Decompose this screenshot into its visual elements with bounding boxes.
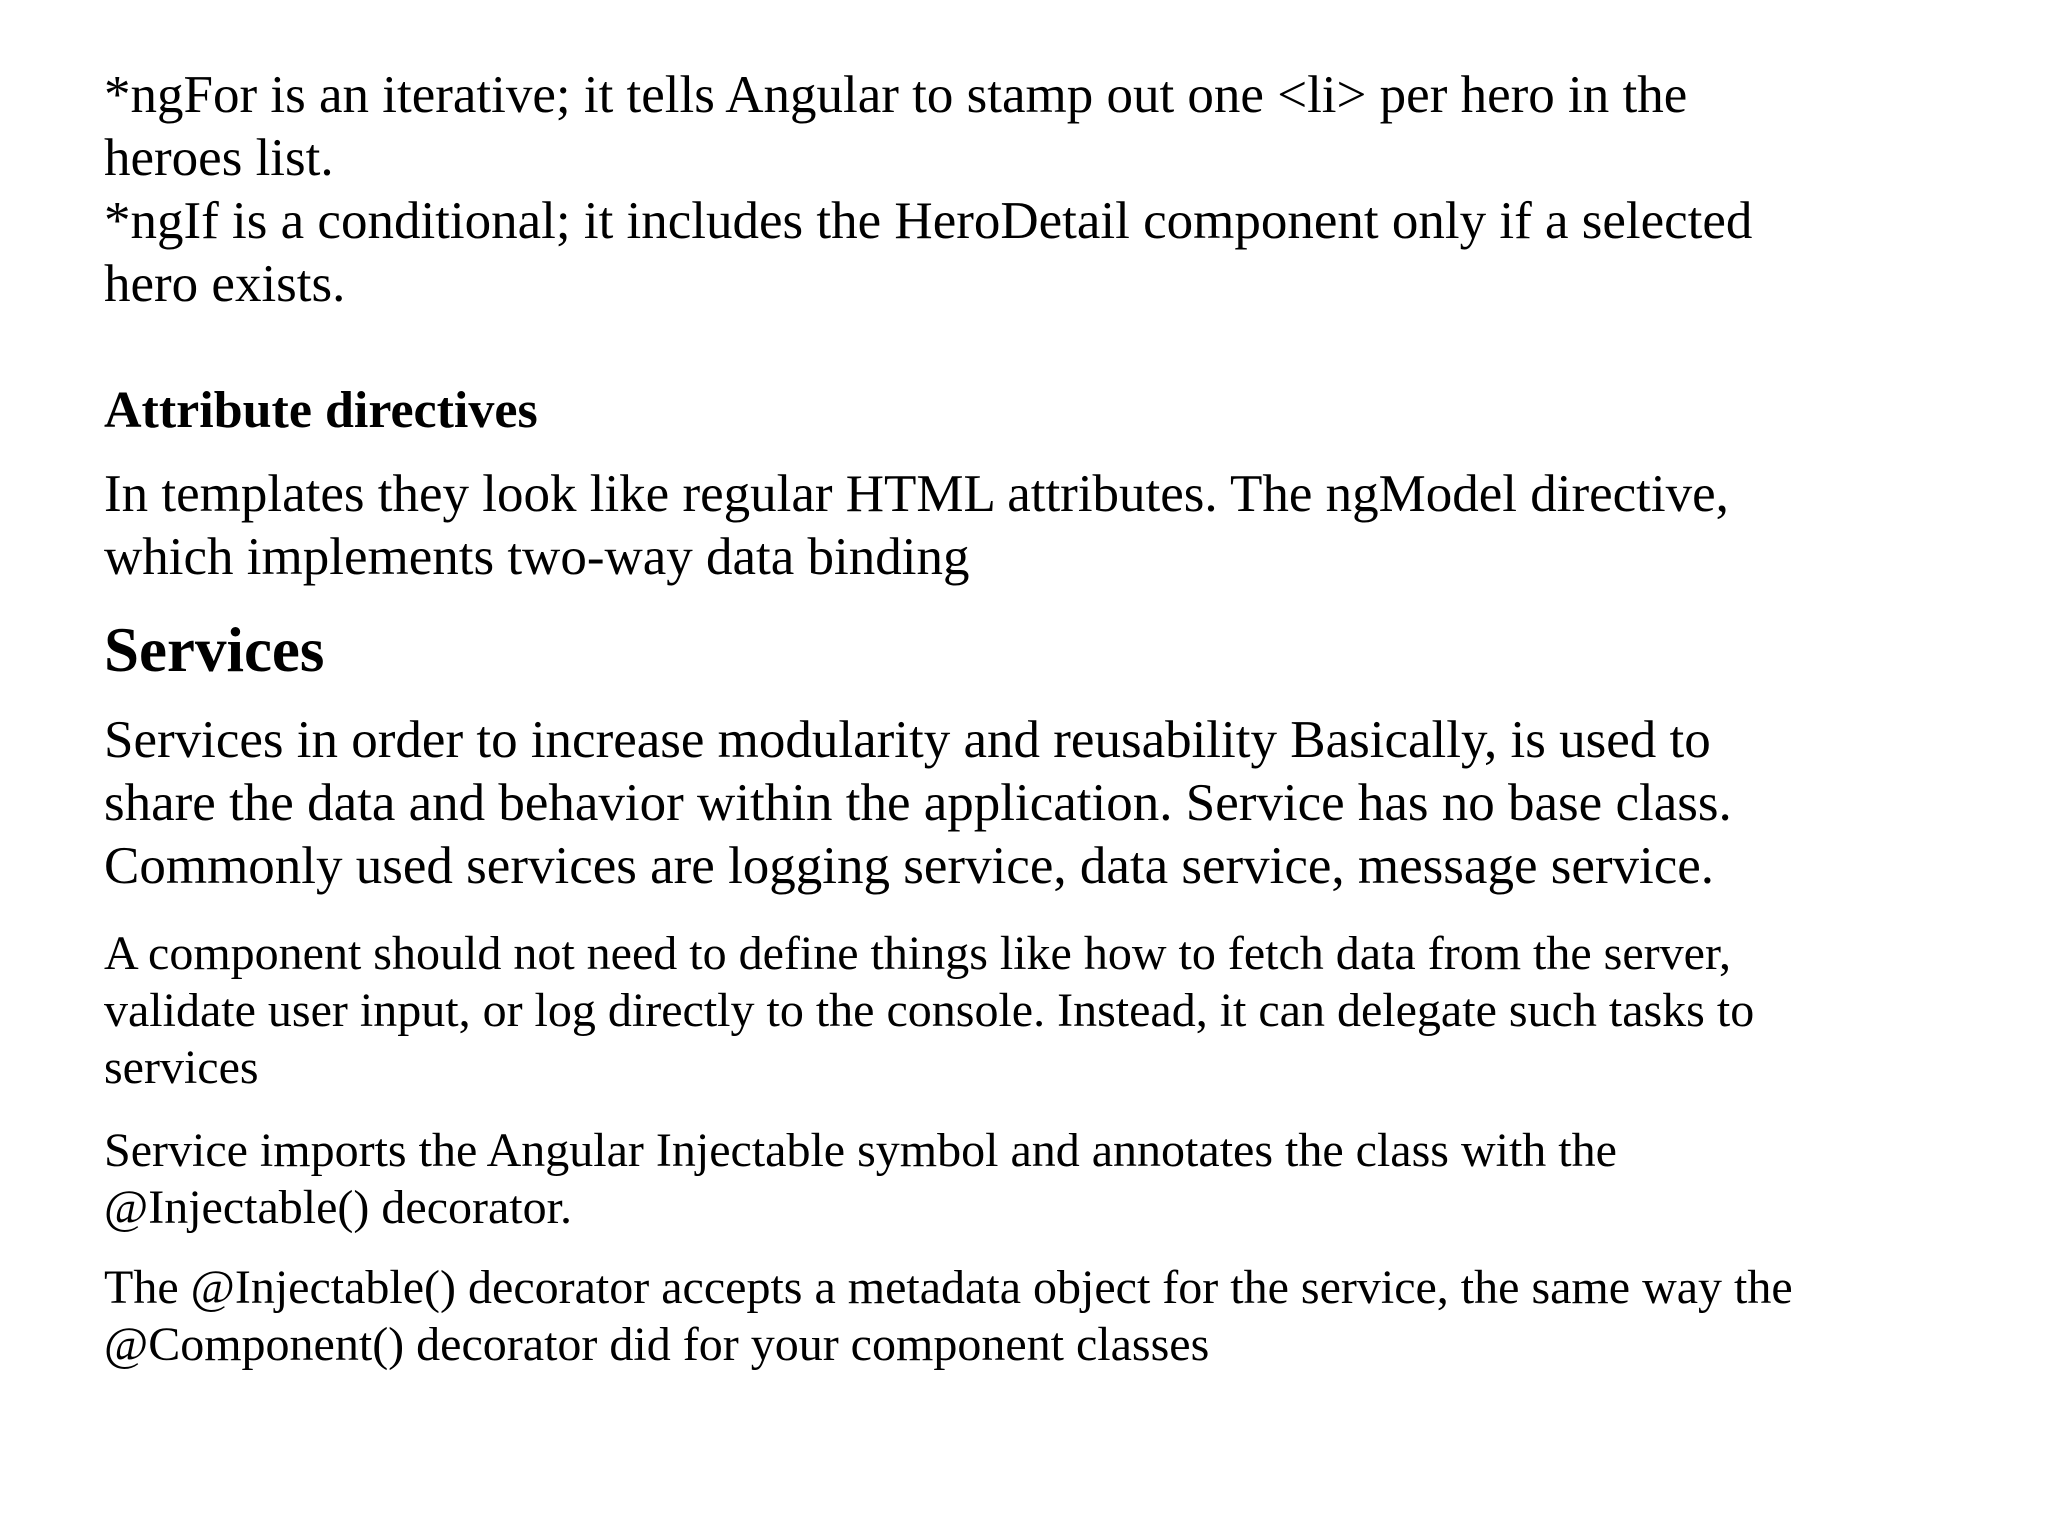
text-line: which implements two-way data binding	[104, 528, 970, 586]
text-line: Services in order to increase modularity and reusability Basically, is used to	[104, 711, 1711, 769]
text-line: *ngFor is an iterative; it tells Angular to stamp out one <li> per hero in the	[104, 66, 1688, 124]
ngif-paragraph	[104, 190, 1752, 316]
text-line: share the data and behavior within the application. Service has no base class.	[104, 774, 1732, 832]
text-line: In templates they look like regular HTML attributes. The ngModel directive,	[104, 465, 1729, 523]
text-line: *ngIf is a conditional; it includes the HeroDetail component only if a selected	[104, 192, 1753, 250]
attribute-directives-paragraph	[104, 463, 1729, 589]
attribute-directives-heading: Attribute directives	[104, 382, 538, 439]
text-line: hero exists.	[104, 255, 346, 313]
text-line: Service imports the Angular Injectable symbol and annotates the class with the	[104, 1124, 1617, 1177]
services-heading: Services	[104, 615, 325, 685]
services-paragraph-2	[104, 925, 1754, 1096]
text-line: heroes list.	[104, 129, 334, 187]
services-paragraph-4	[104, 1259, 1793, 1373]
text-line: @Injectable() decorator.	[104, 1181, 572, 1234]
ngfor-paragraph	[104, 64, 1687, 190]
text-line: services	[104, 1041, 259, 1094]
text-line: validate user input, or log directly to the console. Instead, it can delegate such tasks to	[104, 984, 1755, 1037]
text-line: A component should not need to define things like how to fetch data from the server,	[104, 927, 1732, 980]
text-line: Commonly used services are logging service, data service, message service.	[104, 837, 1715, 895]
text-line: The @Injectable() decorator accepts a metadata object for the service, the same way the	[104, 1261, 1793, 1314]
text-line: @Component() decorator did for your component classes	[104, 1318, 1210, 1371]
services-paragraph-3	[104, 1122, 1617, 1236]
services-paragraph-1	[104, 709, 1732, 898]
